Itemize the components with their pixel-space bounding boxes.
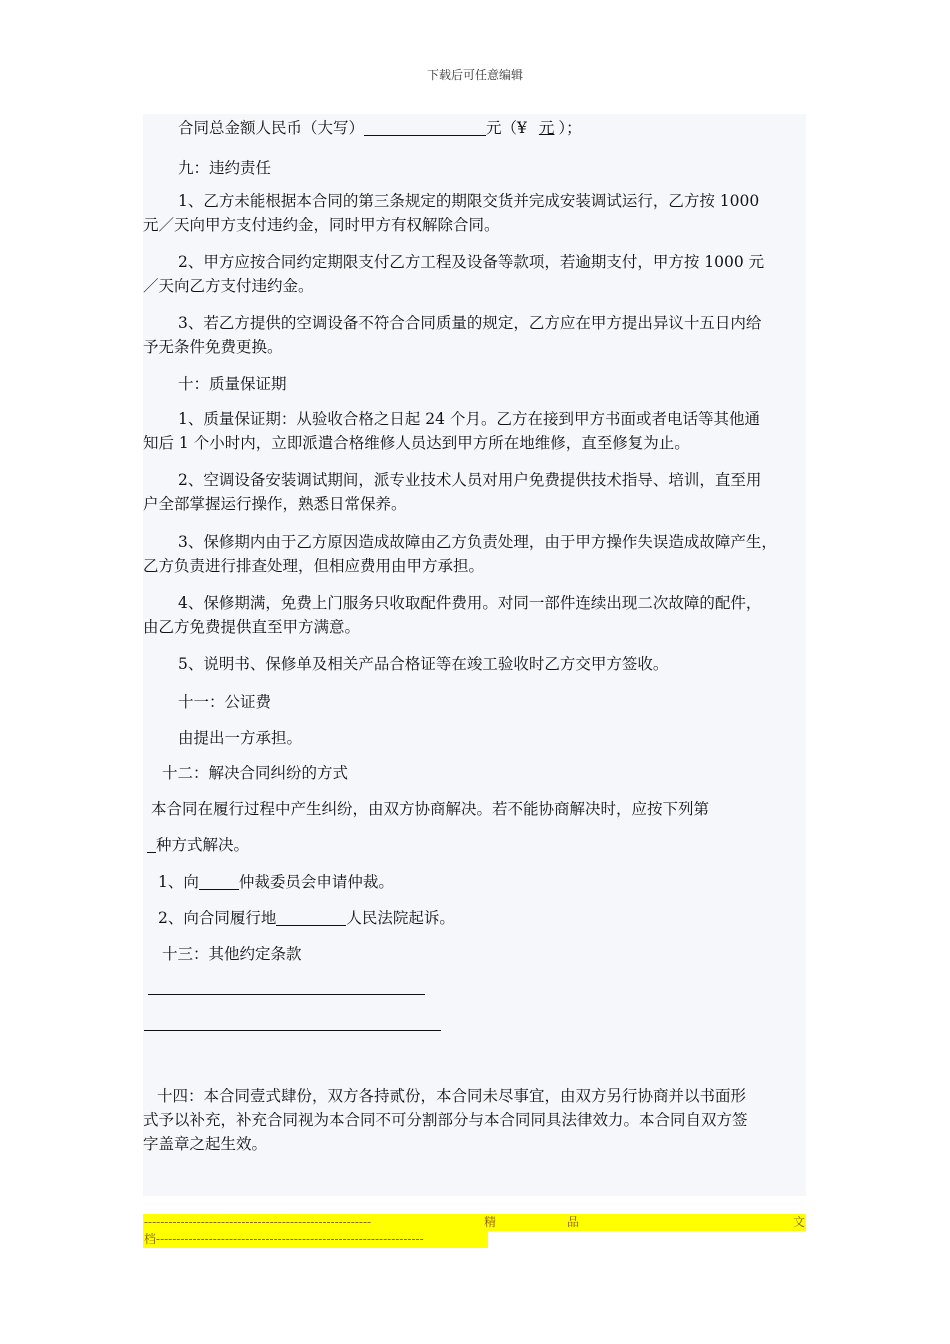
paragraph-line: 乙方负责进行排查处理，但相应费用由甲方承担。 bbox=[143, 557, 485, 575]
section-12-option-1 bbox=[158, 869, 394, 895]
amount-unit: 元 bbox=[538, 119, 555, 137]
section-9-item-3 bbox=[143, 311, 803, 359]
footer-char-4: 档 bbox=[144, 1232, 157, 1246]
paragraph-line: 3、若乙方提供的空调设备不符合合同质量的规定，乙方应在甲方提出异议十五日内给 bbox=[178, 314, 762, 332]
option-2-suffix: 人民法院起诉。 bbox=[346, 909, 455, 927]
paragraph-line: 4、保修期满，免费上门服务只收取配件费用。对同一部件连续出现二次故障的配件， bbox=[178, 594, 762, 612]
paragraph-line: 2、空调设备安装调试期间，派专业技术人员对用户免费提供技术指导、培训，直至用 bbox=[178, 471, 762, 489]
section-12-option-2 bbox=[158, 905, 455, 931]
paragraph-line: 户全部掌握运行操作，熟悉日常保养。 bbox=[143, 495, 407, 513]
footer-char-1: 精 bbox=[484, 1215, 497, 1229]
paragraph-line: 字盖章之起生效。 bbox=[143, 1135, 268, 1153]
paragraph-line: 1、乙方未能根据本合同的第三条规定的期限交货并完成安装调试运行，乙方按 1000 bbox=[178, 192, 760, 210]
section-9-item-2 bbox=[143, 250, 803, 298]
paragraph-line: 由乙方免费提供直至甲方满意。 bbox=[143, 618, 361, 636]
paragraph-line: 2、甲方应按合同约定期限支付乙方工程及设备等款项，若逾期支付，甲方按 1000 元 bbox=[178, 253, 765, 271]
footer-dashes-2: ------------------------------------------------------------------ bbox=[156, 1232, 424, 1246]
paragraph-line: ／天向乙方支付违约金。 bbox=[143, 277, 314, 295]
amount-words-blank[interactable] bbox=[364, 117, 486, 136]
option-1-prefix: 1、向 bbox=[158, 873, 199, 891]
method-text: 种方式解决。 bbox=[156, 836, 250, 854]
other-terms-line-1[interactable] bbox=[148, 994, 425, 995]
amount-mid: 元（¥ bbox=[486, 119, 527, 137]
arbitration-committee-blank[interactable] bbox=[199, 871, 239, 890]
paragraph-line: 知后 1 个小时内，立即派遣合格维修人员达到甲方所在地维修，直至修复为止。 bbox=[143, 434, 690, 452]
section-9-item-1 bbox=[143, 189, 803, 237]
paragraph-line: 式予以补充，补充合同视为本合同不可分割部分与本合同同具法律效力。本合同自双方签 bbox=[143, 1111, 748, 1129]
option-2-prefix: 2、向合同履行地 bbox=[158, 909, 277, 927]
section-11-heading: 十一：公证费 bbox=[178, 693, 272, 711]
section-14 bbox=[143, 1084, 803, 1156]
section-10-item-2 bbox=[143, 468, 803, 516]
method-number-blank[interactable] bbox=[147, 834, 156, 853]
court-location-blank[interactable] bbox=[276, 907, 346, 926]
section-10-item-4 bbox=[143, 591, 803, 639]
footer-char-3: 文 bbox=[793, 1215, 806, 1229]
section-12-para-2 bbox=[147, 832, 249, 858]
footer-char-2: 品 bbox=[567, 1215, 580, 1229]
paragraph-line: 予无条件免费更换。 bbox=[143, 338, 283, 356]
section-10-item-1 bbox=[143, 407, 803, 455]
paragraph-line: 3、保修期内由于乙方原因造成故障由乙方负责处理，由于甲方操作失误造成故障产生， bbox=[178, 533, 777, 551]
paragraph-line: 十四：本合同壹式肆份，双方各持贰份，本合同未尽事宜，由双方另行协商并以书面形 bbox=[157, 1087, 747, 1105]
section-10-heading: 十：质量保证期 bbox=[178, 375, 287, 393]
contract-amount-line bbox=[178, 115, 582, 141]
section-13-heading: 十三：其他约定条款 bbox=[162, 945, 302, 963]
amount-prefix: 合同总金额人民币（大写） bbox=[178, 119, 365, 137]
section-9-heading: 九：违约责任 bbox=[178, 159, 272, 177]
section-10-item-3 bbox=[143, 530, 803, 578]
paragraph-line: 1、质量保证期：从验收合格之日起 24 个月。乙方在接到甲方书面或者电话等其他通 bbox=[178, 410, 760, 428]
footer-dashes-1: -------------------------------------------------------- bbox=[144, 1215, 372, 1229]
header-note: 下载后可任意编辑 bbox=[426, 68, 523, 82]
footer-line-2 bbox=[144, 1231, 488, 1248]
section-11-text: 由提出一方承担。 bbox=[178, 729, 303, 747]
section-12-heading: 十二：解决合同纠纷的方式 bbox=[162, 764, 349, 782]
section-10-item-5: 5、说明书、保修单及相关产品合格证等在竣工验收时乙方交甲方签收。 bbox=[178, 655, 669, 673]
paragraph-line: 元／天向甲方支付违约金，同时甲方有权解除合同。 bbox=[143, 216, 500, 234]
option-1-suffix: 仲裁委员会申请仲裁。 bbox=[238, 873, 394, 891]
other-terms-line-2[interactable] bbox=[144, 1030, 441, 1031]
section-12-para-1: 本合同在履行过程中产生纠纷，由双方协商解决。若不能协商解决时，应按下列第 bbox=[151, 800, 710, 818]
amount-suffix: ）； bbox=[558, 119, 582, 137]
